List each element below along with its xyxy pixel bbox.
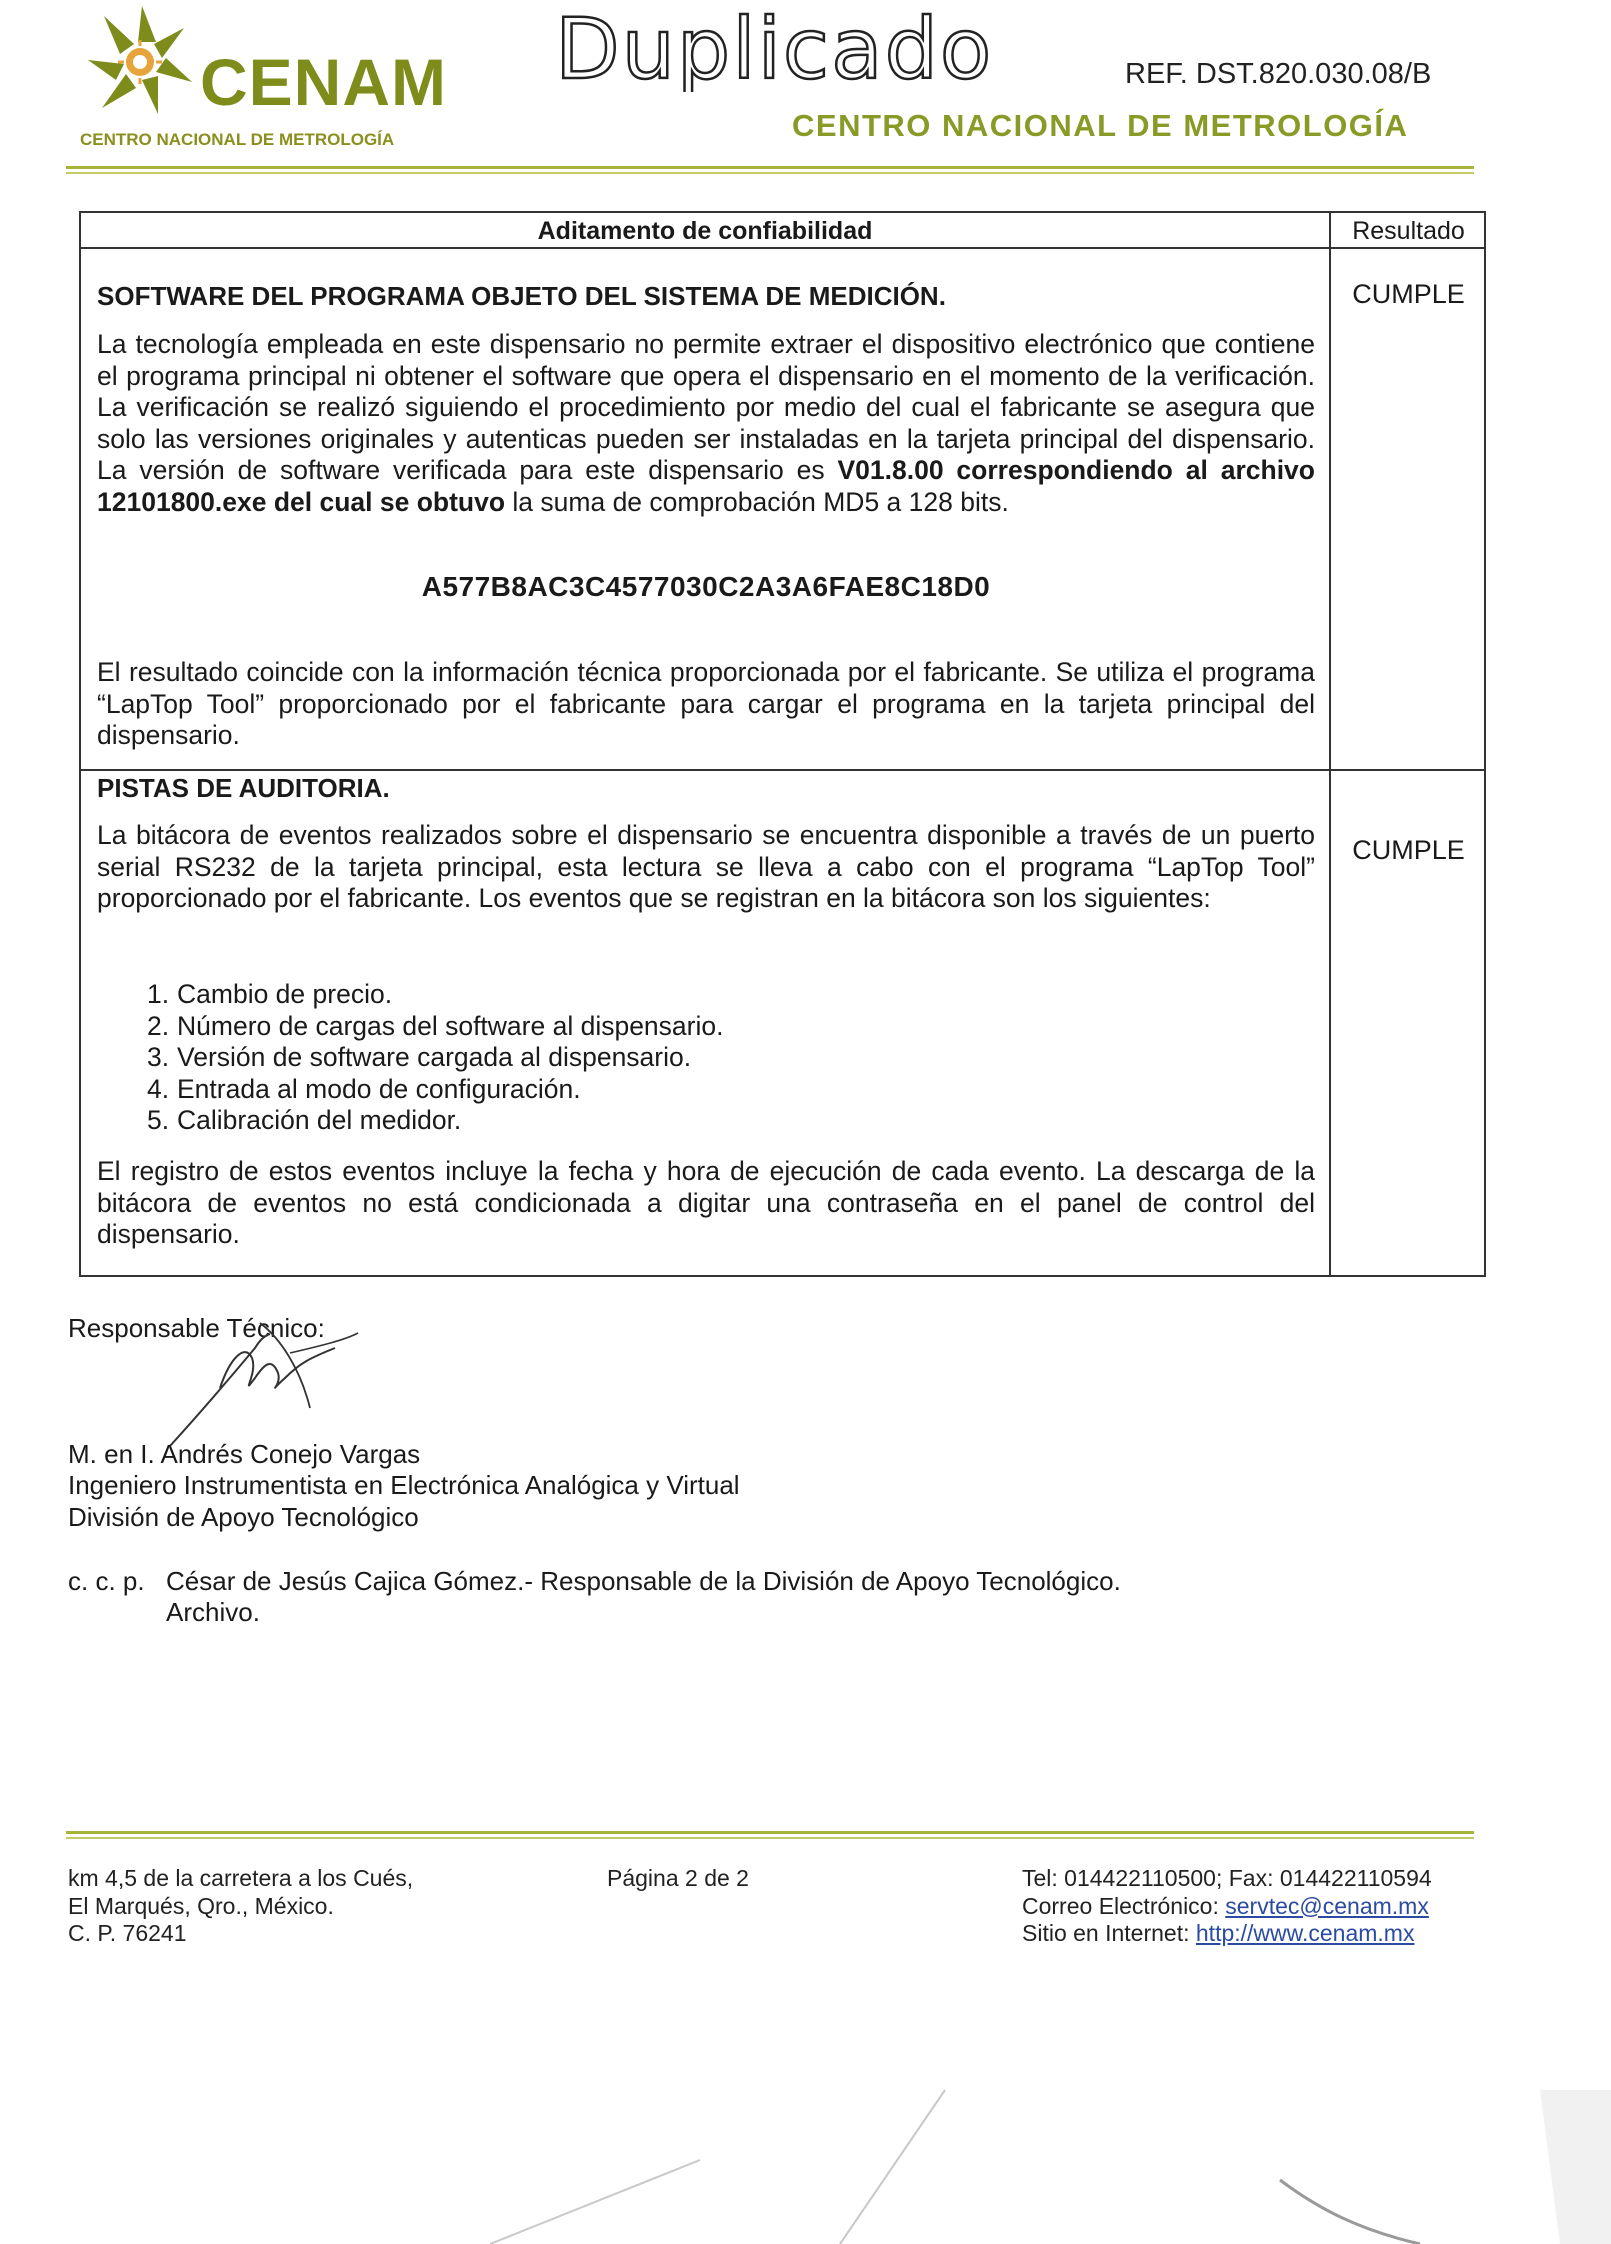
address-line-2: El Marqués, Qro., México. xyxy=(68,1892,334,1919)
responsible-division: División de Apoyo Tecnológico xyxy=(68,1502,419,1532)
event-text: Versión de software cargada al dispensario. xyxy=(177,1042,692,1072)
row-divider xyxy=(81,769,1484,771)
audit-result: CUMPLE xyxy=(1352,835,1465,865)
address-line-1: km 4,5 de la carretera a los Cués, xyxy=(68,1865,414,1891)
contact-web-line xyxy=(1022,1920,1432,1948)
software-paragraph xyxy=(97,329,1315,518)
header-rule xyxy=(66,166,1474,169)
responsible-label: Responsable Técnico: xyxy=(68,1313,325,1343)
software-text-part1: La tecnología empleada en este dispensario no permite extraer el dispositivo electrónico que contiene el programa principal ni obtener el software que opera el dispensario en el momento de la verificación. La verificación se realizó siguiendo el procedimiento por medio del cual el fabricante se asegura que solo las versiones originales y autenticas pueden ser instaladas en la tarjeta principal del dispensario. La versión de software verificada para este dispensario es xyxy=(97,329,1315,485)
column-header-aditamento: Aditamento de confiabilidad xyxy=(537,217,873,245)
column-divider xyxy=(1329,213,1331,1275)
duplicado-stamp xyxy=(555,2,1005,92)
address-line-3: C. P. 76241 xyxy=(68,1920,187,1946)
cc-archive: Archivo. xyxy=(166,1597,260,1627)
event-text: Calibración del medidor. xyxy=(177,1105,462,1135)
footer-rule-thin xyxy=(66,1837,1474,1839)
event-number: 1. xyxy=(147,979,170,1009)
software-result-paragraph: El resultado coincide con la información técnica proporcionada por el fabricante. Se utiliza el programa “LapTop Tool” proporcionado por el fabricante para cargar el programa en la tarjeta principal del dispensario. xyxy=(97,657,1315,750)
page-number: Página 2 de 2 xyxy=(607,1865,749,1891)
audit-section-title: PISTAS DE AUDITORIA. xyxy=(97,773,390,803)
md5-checksum: A577B8AC3C4577030C2A3A6FAE8C18D0 xyxy=(421,571,991,602)
reliability-table xyxy=(79,211,1486,1277)
web-label: Sitio en Internet: xyxy=(1022,1920,1190,1946)
footer-rule xyxy=(66,1831,1474,1834)
software-text-part3: la suma de comprobación MD5 a 128 bits. xyxy=(512,486,1009,517)
responsible-name: M. en I. Andrés Conejo Vargas xyxy=(68,1439,421,1469)
column-header-resultado: Resultado xyxy=(1352,217,1465,245)
scan-fold-marks xyxy=(0,2060,1611,2244)
audit-paragraph-2: El registro de estos eventos incluye la fecha y hora de ejecución de cada evento. La descarga de la bitácora de eventos no está condicionada a digitar una contraseña en el panel de control del dispensario. xyxy=(97,1156,1315,1249)
event-number: 5. xyxy=(147,1105,170,1135)
event-item xyxy=(97,979,1315,1011)
contact-email-line xyxy=(1022,1893,1432,1921)
website-link[interactable]: http://www.cenam.mx xyxy=(1195,1920,1415,1946)
event-item xyxy=(97,1011,1315,1043)
footer-contact xyxy=(1022,1865,1432,1948)
contact-phone: Tel: 014422110500; Fax: 014422110594 xyxy=(1022,1865,1432,1891)
event-item xyxy=(97,1074,1315,1106)
audit-paragraph: La bitácora de eventos realizados sobre el dispensario se encuentra disponible a través de un puerto serial RS232 de la tarjeta principal, esta lectura se lleva a cabo con el programa “LapTop Tool” proporcionado por el fabricante. Los eventos que se registran en la bitácora son los siguientes: xyxy=(97,820,1315,913)
software-section-title: SOFTWARE DEL PROGRAMA OBJETO DEL SISTEMA DE MEDICIÓN. xyxy=(97,281,946,311)
cc-recipient: César de Jesús Cajica Gómez.- Responsable de la División de Apoyo Tecnológico. xyxy=(166,1566,1121,1596)
cc-prefix: c. c. p. xyxy=(68,1566,145,1596)
event-number: 3. xyxy=(147,1042,170,1072)
logo-wordmark: CENAM xyxy=(200,45,447,119)
software-text-bold: V01.8.00 correspondiendo al archivo 12101800.exe del cual se obtuvo xyxy=(97,455,1315,517)
software-result: CUMPLE xyxy=(1352,279,1465,309)
event-number: 4. xyxy=(147,1073,170,1104)
event-text: Número de cargas del software al dispensario. xyxy=(177,1010,724,1041)
logo-subtitle: CENTRO NACIONAL DE METROLOGÍA xyxy=(80,130,395,149)
event-item xyxy=(97,1105,1315,1137)
email-label: Correo Electrónico: xyxy=(1022,1892,1219,1919)
footer-address xyxy=(68,1865,413,1948)
events-list xyxy=(97,979,1315,1137)
event-text: Entrada al modo de configuración. xyxy=(177,1073,581,1104)
header-rule-thin xyxy=(66,172,1474,174)
handwritten-signature xyxy=(160,1318,360,1448)
cenam-logo xyxy=(80,2,447,150)
reference-number: REF. DST.820.030.08/B xyxy=(1125,58,1432,90)
organization-name: CENTRO NACIONAL DE METROLOGÍA xyxy=(792,108,1409,143)
cenam-emblem-icon xyxy=(80,2,205,117)
event-text: Cambio de precio. xyxy=(177,979,393,1009)
responsible-position: Ingeniero Instrumentista en Electrónica Analógica y Virtual xyxy=(68,1470,740,1500)
stamp-text: Duplicado xyxy=(555,2,994,92)
event-item xyxy=(97,1042,1315,1074)
event-number: 2. xyxy=(147,1010,170,1041)
email-link[interactable]: servtec@cenam.mx xyxy=(1225,1892,1429,1919)
